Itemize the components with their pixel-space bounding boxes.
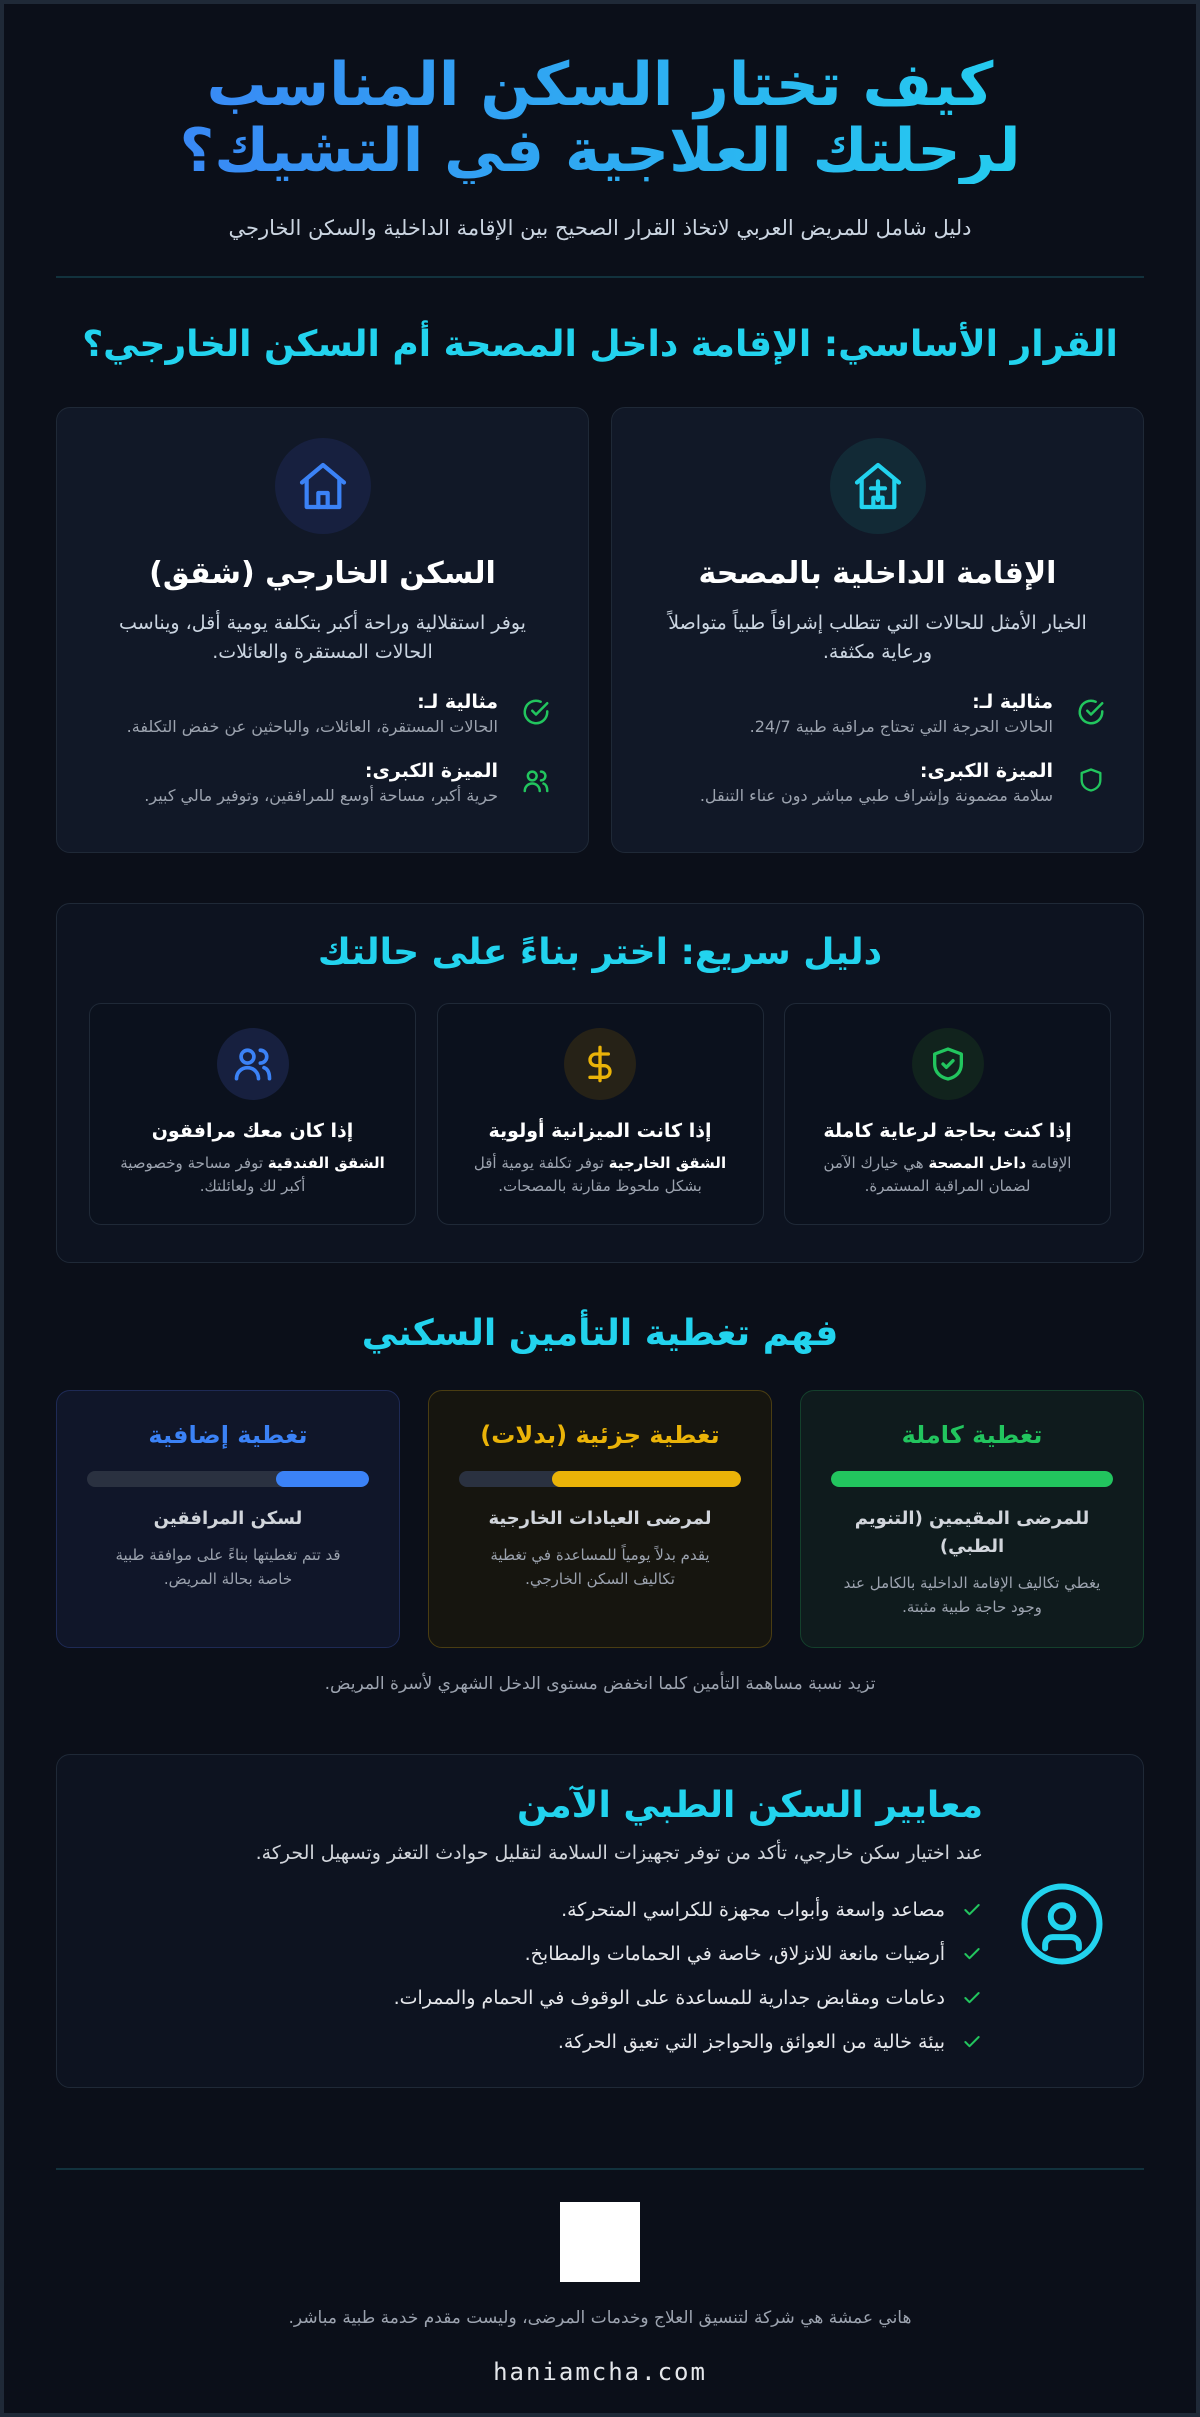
feature-ideal [644,691,1111,736]
safety-lead: عند اختيار سكن خارجي، تأكد من توفر تجهيزات السلامة لتقليل حوادث التعثر وتسهيل الحركة. [255,1842,983,1864]
insurance-card-audience: للمرضى المقيمين (التنويم الطبي) [854,1508,1090,1557]
user-circle-icon [1017,1879,1107,1969]
guide-card-full-care [784,1003,1111,1225]
dollar-icon [564,1028,636,1100]
feature-title: مثالية لـ: [972,691,1053,713]
users-icon [516,760,556,796]
users-icon [217,1028,289,1100]
option-title: السكن الخارجي (شقق) [149,556,496,591]
insurance-note: تزيد نسبة مساهمة التأمين كلما انخفض مستوى الدخل الشهري لأسرة المريض. [324,1674,876,1694]
feature-text: الحالات الحرجة التي تحتاج مراقبة طبية 24/7. [749,717,1053,736]
guide-card-title: إذا كان معك مرافقون [151,1120,354,1142]
guide-card-text: الشقق الفندقية توفر مساحة وخصوصية أكبر لك ولعائلتك. [120,1154,385,1195]
page-title: كيف تختار السكن المناسب لرحلتك العلاجية في التشيك؟ [100,52,1100,184]
page-subtitle: دليل شامل للمريض العربي لاتخاذ القرار الصحيح بين الإقامة الداخلية والسكن الخارجي [228,216,972,240]
feature-text: الحالات المستقرة، العائلات، والباحثين عن خفض التكلفة. [126,717,498,736]
coverage-bar [459,1471,741,1487]
option-desc: الخيار الأمثل للحالات التي تتطلب إشرافاً طبياً متواصلاً ورعاية مكثفة. [668,612,1087,663]
feature-text: حرية أكبر، مساحة أوسع للمرافقين، وتوفير مالي كبير. [144,786,498,805]
footer [56,2168,1144,2386]
insurance-card-partial [428,1390,772,1648]
guide-card-text: الإقامة داخل المصحة هي خيارك الآمن لضمان المراقبة المستمرة. [823,1154,1072,1195]
option-card-outpatient [56,407,589,853]
insurance-title: فهم تغطية التأمين السكني [361,1313,839,1354]
list-item: بيئة خالية من العوائق والحواجز التي تعيق الحركة. [97,2020,983,2064]
safety-title: معايير السكن الطبي الآمن [516,1785,983,1826]
guide-card-companions [89,1003,416,1225]
option-title: الإقامة الداخلية بالمصحة [698,556,1057,591]
guide-title: دليل سريع: اختر بناءً على حالتك [317,932,883,973]
decision-section [56,324,1144,853]
insurance-section [56,1313,1144,1694]
guide-card-budget [437,1003,764,1225]
feature-title: مثالية لـ: [417,691,498,713]
check-icon [961,1944,983,1964]
options-grid [56,407,1144,853]
shield-check-icon [912,1028,984,1100]
insurance-card-text: قد تتم تغطيتها بناءً على موافقة طبية خاصة بحالة المريض. [115,1546,341,1588]
insurance-card-text: يقدم بدلاً يومياً للمساعدة في تغطية تكاليف السكن الخارجي. [490,1546,710,1588]
guide-card-text: الشقق الخارجية توفر تكلفة يومية أقل بشكل ملحوظ مقارنة بالمصحات. [473,1154,727,1195]
feature-title: الميزة الكبرى: [364,760,498,782]
feature-title: الميزة الكبرى: [919,760,1053,782]
divider [56,276,1144,278]
shield-icon [1071,760,1111,794]
check-icon [961,2032,983,2052]
coverage-bar-fill [276,1471,369,1487]
coverage-bar [831,1471,1113,1487]
option-desc: يوفر استقلالية وراحة أكبر بتكلفة يومية أقل، ويناسب الحالات المستقرة والعائلات. [119,612,526,663]
hero [56,4,1144,240]
feature-advantage [644,760,1111,805]
list-item: دعامات ومقابض جدارية للمساعدة على الوقوف في الحمام والممرات. [97,1976,983,2020]
divider [56,2168,1144,2170]
footer-disclaimer: هاني عمشة هي شركة لتنسيق العلاج وخدمات المرضى، وليست مقدم خدمة طبية مباشر. [288,2308,912,2328]
coverage-bar-fill [552,1471,741,1487]
safety-section [56,1754,1144,2088]
feature-ideal [89,691,556,736]
insurance-card-title: تغطية كاملة [901,1421,1043,1449]
logo [560,2202,640,2282]
insurance-grid [56,1390,1144,1648]
feature-advantage [89,760,556,805]
guide-grid [89,1003,1111,1225]
home-icon [275,438,371,534]
check-circle-icon [1071,691,1111,727]
feature-text: سلامة مضمونة وإشراف طبي مباشر دون عناء التنقل. [699,786,1053,805]
check-icon [961,1900,983,1920]
check-icon [961,1988,983,2008]
insurance-card-full [800,1390,1144,1648]
insurance-card-text: يغطي تكاليف الإقامة الداخلية بالكامل عند وجود حاجة طبية مثبتة. [843,1574,1101,1616]
list-item: مصاعد واسعة وأبواب مجهزة للكراسي المتحركة. [97,1888,983,1932]
list-item: أرضيات مانعة للانزلاق، خاصة في الحمامات والمطابخ. [97,1932,983,1976]
hospital-icon [830,438,926,534]
coverage-bar [87,1471,369,1487]
decision-title: القرار الأساسي: الإقامة داخل المصحة أم السكن الخارجي؟ [82,324,1118,365]
guide-card-title: إذا كنت بحاجة لرعاية كاملة [823,1120,1072,1142]
website-link[interactable]: haniamcha.com [493,2358,707,2386]
quick-guide [56,903,1144,1263]
option-card-inpatient [611,407,1144,853]
coverage-bar-fill [831,1471,1113,1487]
insurance-card-audience: لمرضى العيادات الخارجية [488,1508,712,1529]
insurance-card-title: تغطية جزئية (بدلات) [480,1421,720,1449]
insurance-card-title: تغطية إضافية [148,1421,308,1449]
insurance-card-extra [56,1390,400,1648]
check-circle-icon [516,691,556,727]
guide-card-title: إذا كانت الميزانية أولوية [488,1120,712,1142]
insurance-card-audience: لسكن المرافقين [153,1508,303,1529]
safety-list [97,1888,983,2064]
